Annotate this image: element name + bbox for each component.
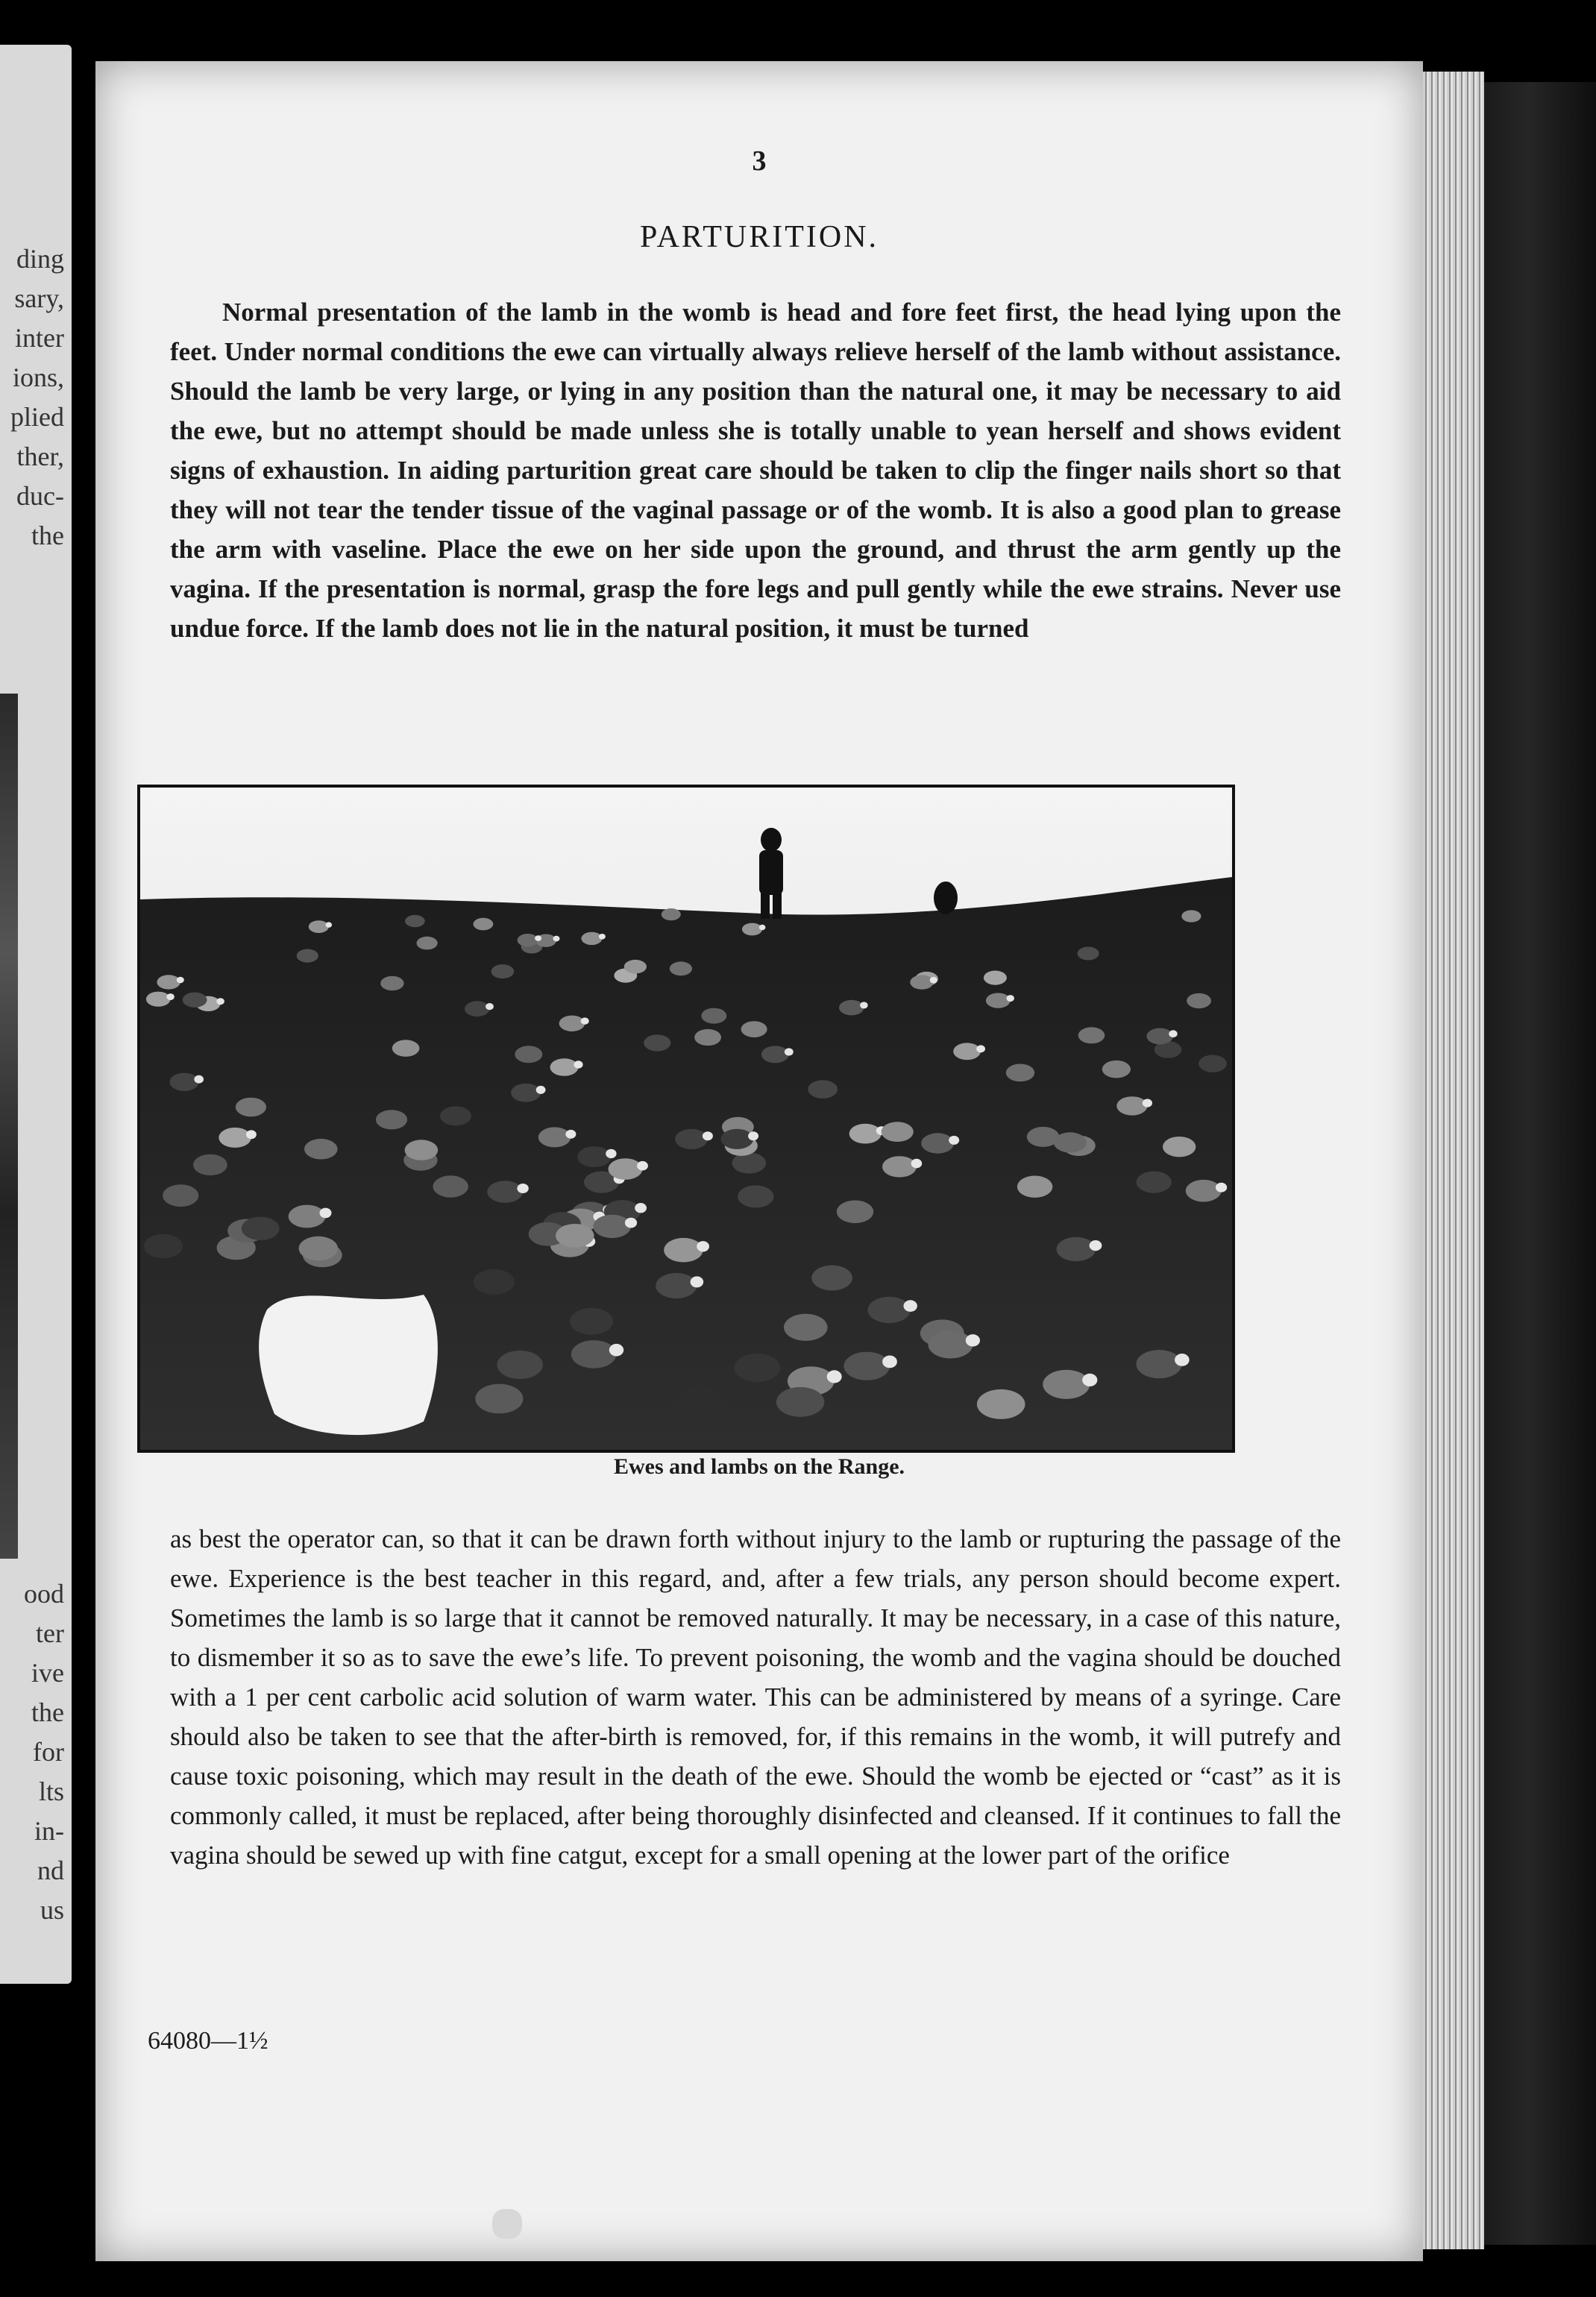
sheep	[701, 1008, 726, 1024]
sheep	[609, 1158, 643, 1180]
sheep-head	[949, 1136, 959, 1145]
sheep	[784, 1314, 828, 1341]
sheep	[219, 1128, 251, 1148]
sheep	[297, 949, 318, 963]
sheep	[624, 960, 647, 974]
left-page-fragment: us	[40, 1895, 64, 1925]
left-page-fragment: the	[31, 1697, 64, 1727]
sheep-head	[574, 1060, 582, 1068]
sheep	[465, 1001, 489, 1016]
sheep	[882, 1156, 917, 1177]
sheep	[1186, 1180, 1222, 1202]
sheep-head	[691, 1276, 704, 1287]
sheep	[761, 1046, 789, 1063]
sheep-head	[1143, 1099, 1152, 1107]
paragraph: as best the operator can, so that it can be drawn forth without injury to the lamb or rupturing the passage of the ewe. Experience is the best teacher in this regard, and, after a few trials, any person should become expert. Sometimes the lamb is so large that it cannot be removed naturally. It may be necessary, in a case of this nature, to dismember it so as to save the ewe’s life. To prevent poisoning, the womb and the vagina should be douched with a 1 per cent carbolic acid solution of warm water. This can be administered by means of a syringe. Care should also be taken to see that the after-birth is removed, for, if this remains in the womb, it will putrefy and cause toxic poisoning, which may result in the death of the ewe. Should the womb be ejected or “cast” as it is commonly called, it must be replaced, after being thoroughly disinfected and cleansed. If it continues to fall the vagina should be sewed up with fine catgut, except for a small opening at the lower part of the orifice	[170, 1524, 1341, 1870]
sheep	[741, 1021, 767, 1037]
sheep	[734, 1354, 780, 1382]
left-page-edge	[0, 45, 72, 1984]
paragraph: Normal presentation of the lamb in the womb is head and fore feet first, the head lying upon the feet. Under normal conditions the ewe can virtually always relieve herself of the lamb without assistance. Should the lamb be very large, or lying in any position than the natural one, it may be necessary to aid the ewe, but no attempt should be made unless she is totally unable to yean herself and shows evident signs of exhaustion. In aiding parturition great care should be taken to clip the finger nails short so that they will not tear the tender tissue of the vaginal passage or of the womb. It is also a good plan to grease the arm with vaseline. Place the ewe on her side upon the ground, and thrust the arm gently up the vagina. If the presentation is normal, grasp the fore legs and pull gently while the ewe strains. Never use undue force. If the lamb does not lie in the natural position, it must be turned	[170, 298, 1341, 643]
sheep-head	[1216, 1183, 1227, 1193]
sheep	[538, 1127, 571, 1147]
sheep-head	[637, 1161, 648, 1171]
sheep-head	[216, 998, 224, 1005]
sheep	[556, 1224, 594, 1248]
sheep	[1136, 1350, 1181, 1378]
sheep	[309, 920, 329, 933]
sheep-head	[860, 1002, 868, 1008]
sheep	[405, 1140, 439, 1160]
sheep	[808, 1080, 838, 1099]
sheep	[1102, 1060, 1131, 1078]
sheep	[1116, 1096, 1147, 1115]
left-page-fragment: duc-	[16, 481, 64, 511]
sheep	[474, 918, 494, 931]
sheep-head	[748, 1131, 758, 1140]
sheep	[720, 1129, 753, 1149]
sheep-head	[536, 1086, 546, 1094]
left-page-fragment: ther,	[16, 442, 64, 471]
sheep-head	[1007, 995, 1014, 1002]
sheep-head	[177, 977, 184, 984]
sheep	[157, 975, 180, 989]
sheep	[581, 932, 602, 945]
left-page-fragment: inter	[15, 323, 64, 353]
page-title: PARTURITION.	[639, 220, 879, 254]
sheep	[242, 1217, 280, 1240]
scan-smudge	[492, 2209, 522, 2239]
sheep	[1078, 947, 1099, 961]
sheep	[304, 1139, 338, 1160]
sheep	[1054, 1132, 1087, 1152]
sheep	[163, 1184, 198, 1207]
sheep	[144, 1234, 183, 1258]
sheep	[1017, 1176, 1052, 1198]
sheep	[392, 1040, 420, 1057]
sheep	[1078, 1027, 1105, 1043]
book-cover	[1484, 82, 1596, 2245]
sheep-head	[609, 1344, 623, 1357]
left-page-fragment: plied	[10, 402, 64, 432]
sheep	[593, 1215, 631, 1238]
sheep	[644, 1034, 670, 1051]
sheep	[433, 1175, 468, 1197]
sheep-head	[703, 1131, 713, 1140]
sheep	[984, 971, 1007, 985]
sheep	[742, 923, 762, 936]
sheep	[405, 915, 425, 927]
sheep	[577, 1146, 611, 1167]
sheep-head	[599, 934, 606, 940]
sheep	[849, 1124, 882, 1144]
printer-signature: 64080—1½	[148, 2027, 268, 2055]
sheep	[776, 1387, 824, 1417]
sheep	[497, 1351, 543, 1379]
sheep-head	[827, 1370, 842, 1383]
page-number: 3	[752, 145, 767, 177]
sheep-head	[785, 1048, 794, 1055]
left-page-fragment: sary,	[14, 283, 64, 313]
photograph-illustration	[140, 788, 1232, 1450]
sheep-head	[882, 1356, 897, 1369]
sheep-head	[553, 936, 560, 942]
sheep	[1057, 1237, 1096, 1261]
sheep	[380, 976, 403, 990]
sheep-head	[535, 935, 541, 941]
sheep-head	[635, 1203, 647, 1213]
sheep	[518, 934, 538, 946]
left-page-fragment: the	[31, 521, 64, 550]
left-page-fragment: lts	[38, 1776, 64, 1806]
sheep	[738, 1185, 773, 1207]
sheep	[146, 992, 171, 1007]
sheep	[417, 937, 438, 950]
left-page-fragment: in-	[34, 1816, 64, 1846]
sheep	[511, 1084, 541, 1102]
sheep	[515, 1046, 542, 1063]
left-page-fragment: ter	[36, 1618, 64, 1648]
sheep-head	[194, 1075, 204, 1084]
sheep-head	[625, 1218, 637, 1228]
sheep	[1181, 910, 1201, 922]
sheep	[868, 1297, 911, 1323]
book-page	[95, 61, 1423, 2261]
sheep-head	[930, 977, 937, 984]
sheep	[921, 1133, 954, 1153]
sheep-head	[904, 1300, 917, 1312]
sheep-head	[697, 1241, 709, 1251]
sheep-head	[486, 1003, 494, 1010]
sheep	[986, 993, 1011, 1008]
sheep	[289, 1205, 326, 1228]
sheep	[440, 1106, 471, 1125]
sheep-head	[1082, 1374, 1097, 1386]
sheep-photograph	[137, 785, 1235, 1453]
sheep	[953, 1043, 981, 1060]
page-edges	[1423, 72, 1484, 2249]
sheep	[929, 1330, 973, 1358]
sheep	[662, 908, 681, 920]
sheep	[299, 1237, 338, 1260]
sheep	[1163, 1137, 1196, 1157]
sheep	[837, 1201, 873, 1224]
sheep	[1006, 1064, 1034, 1082]
sheep	[977, 1389, 1025, 1419]
sheep-head	[976, 1045, 985, 1052]
sheep	[1146, 1028, 1173, 1045]
sheep	[550, 1058, 579, 1076]
sheep	[491, 964, 515, 978]
sheep	[839, 1000, 864, 1016]
sheep	[670, 961, 692, 975]
sheep-head	[166, 993, 174, 1000]
sheep	[474, 1269, 515, 1295]
photo-caption: Ewes and lambs on the Range.	[613, 1454, 905, 1479]
left-page-fragment: ding	[16, 244, 64, 274]
sheep	[183, 993, 207, 1008]
sheep	[694, 1029, 721, 1046]
sheep	[570, 1308, 613, 1335]
sheep	[1198, 1055, 1227, 1072]
left-page-fragment: ive	[31, 1658, 64, 1688]
sheep	[170, 1073, 199, 1091]
sheep	[475, 1384, 523, 1414]
left-page-fragment: ions,	[12, 362, 64, 392]
sheep	[675, 1129, 708, 1149]
sheep-head	[581, 1017, 589, 1024]
sheep	[376, 1110, 407, 1129]
sheep	[1187, 993, 1211, 1008]
sheep	[236, 1098, 266, 1117]
sheep-head	[565, 1130, 576, 1139]
sheep	[1043, 1370, 1090, 1399]
sheep	[732, 1152, 767, 1173]
sheep	[1137, 1172, 1172, 1193]
sheep	[843, 1352, 890, 1380]
sheep	[664, 1238, 703, 1263]
sheep	[193, 1154, 227, 1175]
sheep-head	[966, 1334, 980, 1346]
sheep	[487, 1181, 523, 1203]
sheep	[676, 1386, 723, 1416]
sheep-head	[1175, 1354, 1190, 1366]
sheep	[571, 1340, 617, 1369]
left-page-fragment: nd	[37, 1855, 64, 1885]
sheep-head	[1090, 1240, 1102, 1251]
sheep-head	[759, 925, 766, 930]
sheep	[656, 1273, 697, 1298]
left-page-fragment: for	[33, 1737, 64, 1767]
sheep-head	[320, 1208, 332, 1219]
sheep-head	[246, 1130, 257, 1139]
left-page-fragment: ood	[24, 1579, 64, 1609]
sheep	[559, 1016, 585, 1031]
sheep-head	[606, 1149, 616, 1158]
sheep	[882, 1122, 914, 1142]
sheep	[811, 1266, 852, 1291]
left-page-image-fragment	[0, 694, 18, 1559]
sheep-head	[911, 1159, 923, 1169]
sheep-head	[326, 922, 333, 927]
sheep	[910, 975, 933, 989]
sheep-head	[517, 1184, 528, 1193]
sheep-head	[1169, 1030, 1177, 1037]
